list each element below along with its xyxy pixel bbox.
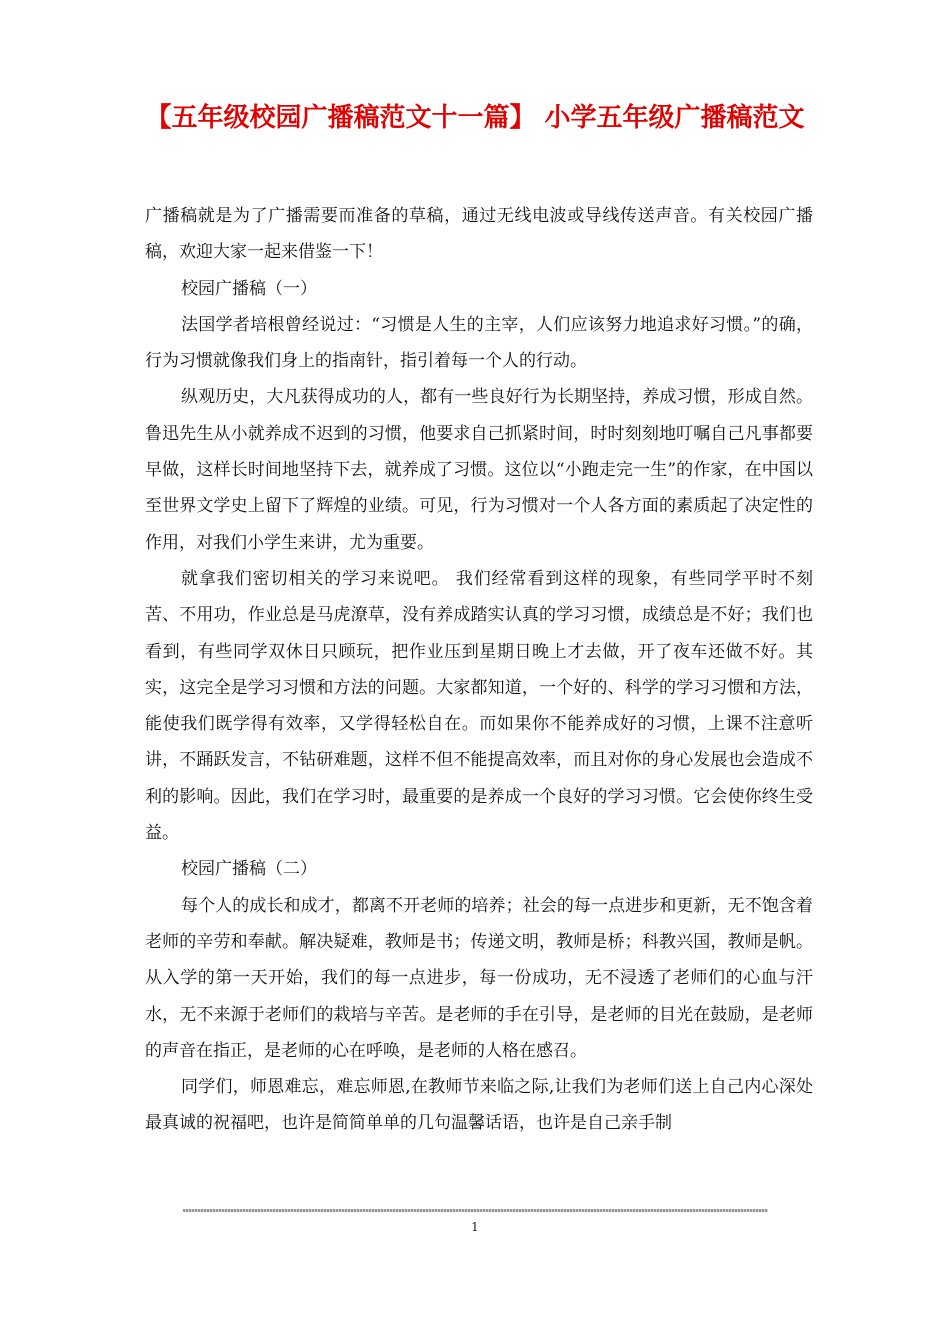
paragraph: 法国学者培根曾经说过：“习惯是人生的主宰，人们应该努力地追求好习惯。”的确，行为习惯就像我们身上的指南针，指引着每一个人的行动。 bbox=[145, 314, 813, 372]
paragraph-intro: 广播稿就是为了广播需要而准备的草稿，通过无线电波或导线传送声音。有关校园广播稿，欢迎大家一起来借鉴一下！ bbox=[145, 206, 813, 263]
section-heading-1: 校园广播稿（一） bbox=[181, 278, 317, 299]
section-heading-2: 校园广播稿（二） bbox=[181, 859, 317, 880]
paragraph: 纵观历史，大凡获得成功的人，都有一些良好行为长期坚持，养成习惯，形成自然。鲁迅先生从小就养成不迟到的习惯，他要求自己抓紧时间，时时刻刻地叮嘱自己凡事都要早做，这样长时间地坚持下去，就养成了习惯。这位以“小跑走完一生”的作家，在中国以至世界文学史上留下了辉煌的业绩。可见，行为习惯对一个人各方面的素质起了决定性的作用，对我们小学生来讲，尤为重要。 bbox=[145, 387, 813, 553]
document-body bbox=[145, 198, 813, 1142]
page-number: 1 bbox=[471, 1220, 479, 1234]
footer-divider bbox=[183, 1209, 768, 1212]
paragraph: 就拿我们密切相关的学习来说吧。 我们经常看到这样的现象，有些同学平时不刻苦、不用功，作业总是马虎潦草，没有养成踏实认真的学习习惯，成绩总是不好；我们也看到，有些同学双休日只顾玩，把作业压到星期日晚上才去做，开了夜车还做不好。其实，这完全是学习习惯和方法的问题。大家都知道，一个好的、科学的学习习惯和方法，能使我们既学得有效率，又学得轻松自在。而如果你不能养成好的习惯，上课不注意听讲，不踊跃发言，不钻研难题，这样不但不能提高效率，而且对你的身心发展也会造成不利的影响。因此，我们在学习时，最重要的是养成一个良好的学习习惯。它会使你终生受益。 bbox=[145, 568, 813, 844]
paragraph: 每个人的成长和成才，都离不开老师的培养；社会的每一点进步和更新，无不饱含着老师的辛劳和奉献。解决疑难，教师是书；传递文明，教师是桥；科教兴国，教师是帆。从入学的第一天开始，我们的每一点进步，每一份成功，无不浸透了老师们的心血与汗水，无不来源于老师们的栽培与辛苦。是老师的手在引导，是老师的目光在鼓励，是老师的声音在指正，是老师的心在呼唤，是老师的人格在感召。 bbox=[145, 895, 813, 1061]
paragraph: 同学们，师恩难忘，难忘师恩,在教师节来临之际,让我们为老师们送上自己内心深处最真诚的祝福吧，也许是简简单单的几句温馨话语，也许是自己亲手制 bbox=[145, 1077, 813, 1134]
document-title: 【五年级校园广播稿范文十一篇】 小学五年级广播稿范文 bbox=[145, 103, 805, 133]
